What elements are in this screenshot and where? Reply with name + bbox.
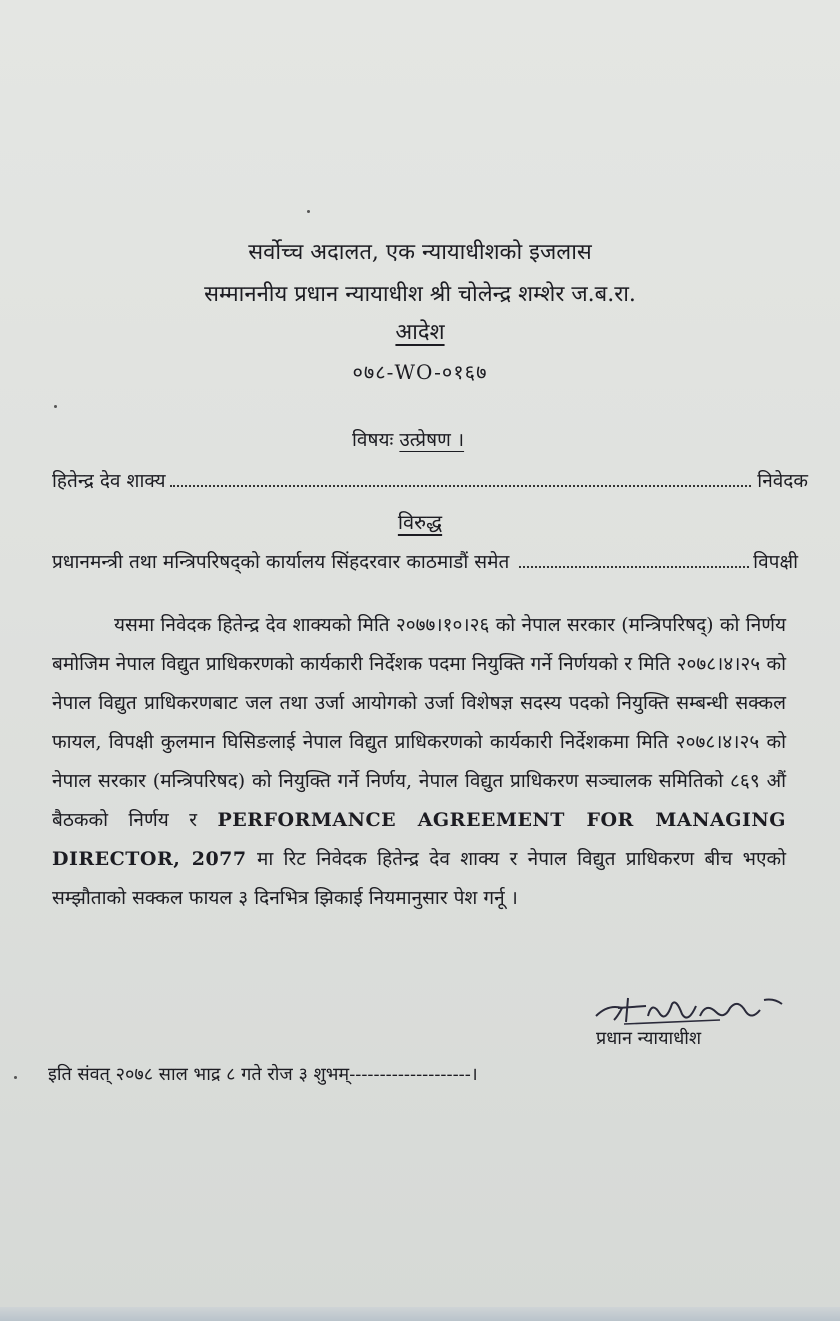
- page-bottom-edge: [0, 1307, 840, 1321]
- paper-speck: [54, 405, 57, 408]
- order-text-part1: यसमा निवेदक हितेन्द्र देव शाक्यको मिति २०७७।१०।२६ को नेपाल सरकार (मन्त्रिपरिषद्) को निर्णय बमोजिम नेपाल विद्युत प्राधिकरणको कार्यकारी निर्देशक पदमा नियुक्ति गर्ने निर्णयको र मिति २०७८।४।२५ को नेपाल विद्युत प्राधिकरणबाट जल तथा उर्जा आयोगको उर्जा विशेषज्ञ सदस्य पदको नियुक्ति सम्बन्धी सक्कल फायल, विपक्षी कुलमान घिसिङलाई नेपाल विद्युत प्राधिकरणको कार्यकारी निर्देशकमा मिति २०७८।४।२५ को नेपाल सरकार (मन्त्रिपरिषद) को नियुक्ति गर्ने निर्णय, नेपाल विद्युत प्राधिकरण सञ्चालक समितिको ८६९ औं बैठकको निर्णय र: [52, 614, 786, 831]
- subject-label: विषयः: [352, 429, 394, 451]
- respondent-role: विपक्षी: [753, 551, 798, 573]
- paper-speck: [307, 210, 310, 213]
- date-line: इति संवत् २०७८ साल भाद्र ८ गते रोज ३ शुभम्--------------------।: [48, 1064, 478, 1085]
- paper-speck: [14, 1076, 17, 1079]
- judge-heading: सम्माननीय प्रधान न्यायाधीश श्री चोलेन्द्र शम्शेर ज.ब.रा.: [204, 282, 636, 307]
- case-number: ०७८-WO-०१६७: [352, 360, 488, 384]
- court-heading: सर्वोच्च अदालत, एक न्यायाधीशको इजलास: [248, 240, 592, 265]
- order-paragraph: [52, 606, 786, 918]
- subject-line: [352, 426, 464, 452]
- petitioner-line: [52, 467, 808, 493]
- respondent-name: प्रधानमन्त्री तथा मन्त्रिपरिषद्को कार्यालय सिंहदरवार काठमाडौं समेत: [52, 551, 510, 573]
- signature-title: प्रधान न्यायाधीश: [596, 1028, 702, 1049]
- order-text-bold: PERFORMANCE AGREEMENT FOR MANAGING DIRECTOR, 2077: [52, 809, 786, 870]
- subject-value: उत्प्रेषण ।: [399, 429, 465, 451]
- versus-label: विरुद्ध: [397, 510, 443, 534]
- dotted-leader: [170, 467, 752, 487]
- dotted-leader: [519, 548, 749, 568]
- order-text-part2: मा रिट निवेदक हितेन्द्र देव शाक्य र नेपाल विद्युत प्राधिकरण बीच भएको सम्झौताको सक्कल फायल ३ दिनभित्र झिकाई नियमानुसार पेश गर्नू ।: [52, 848, 786, 909]
- petitioner-role: निवेदक: [757, 470, 808, 492]
- respondent-line: [52, 548, 798, 574]
- petitioner-name: हितेन्द्र देव शाक्य: [52, 470, 166, 492]
- order-title: आदेश: [395, 320, 445, 345]
- handwritten-signature: [588, 986, 788, 1030]
